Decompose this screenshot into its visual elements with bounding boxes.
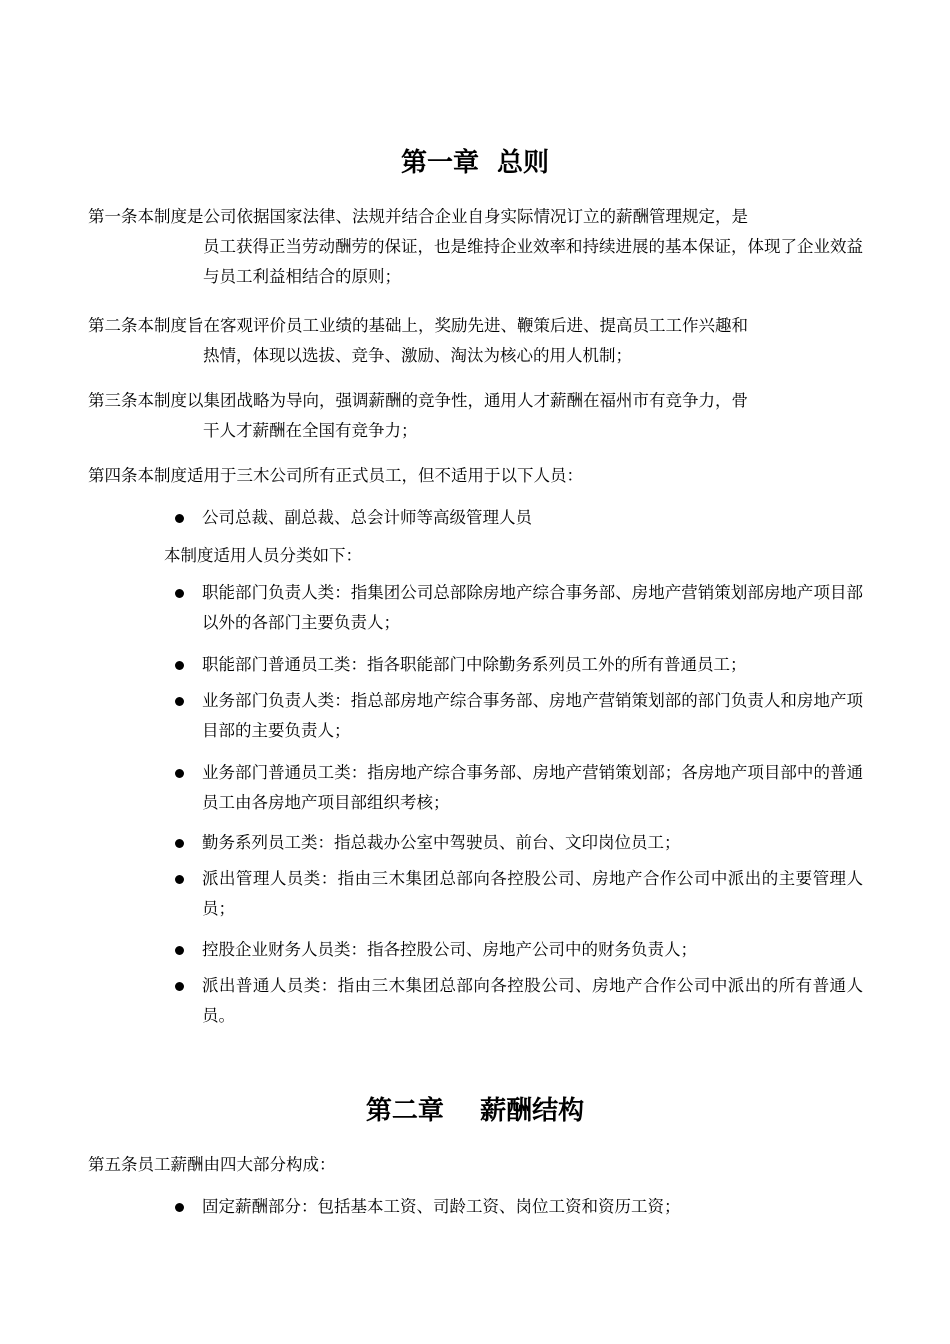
category-item xyxy=(172,828,863,858)
category-item xyxy=(172,935,863,965)
article-4 xyxy=(88,461,863,491)
list-item-text: 公司总裁、副总裁、总会计师等高级管理人员 xyxy=(202,508,532,527)
article-2 xyxy=(88,311,863,371)
list-item-text: 派出管理人员类：指由三木集团总部向各控股公司、房地产合作公司中派出的主要管理人员； xyxy=(202,869,863,918)
list-item-text: 勤务系列员工类：指总裁办公室中驾驶员、前台、文印岗位员工； xyxy=(202,833,681,852)
bullet-dot-icon xyxy=(175,1203,184,1212)
bullet-dot-icon xyxy=(175,875,184,884)
list-item-text: 固定薪酬部分：包括基本工资、司龄工资、岗位工资和资历工资； xyxy=(202,1197,681,1216)
bullet-dot-icon xyxy=(175,697,184,706)
category-item xyxy=(172,578,863,638)
article-4-first-line: 第四条本制度适用于三木公司所有正式员工，但不适用于以下人员： xyxy=(88,466,583,485)
excluded-personnel-item xyxy=(172,503,863,533)
bullet-dot-icon xyxy=(175,946,184,955)
category-item xyxy=(172,758,863,818)
bullet-dot-icon xyxy=(175,589,184,598)
article-3 xyxy=(88,386,863,446)
list-item-text: 派出普通人员类：指由三木集团总部向各控股公司、房地产合作公司中派出的所有普通人员。 xyxy=(202,976,863,1025)
category-item xyxy=(172,686,863,746)
list-item-text: 控股企业财务人员类：指各控股公司、房地产公司中的财务负责人； xyxy=(202,940,697,959)
bullet-dot-icon xyxy=(175,769,184,778)
chapter-2-title: 第二章 薪酬结构 xyxy=(365,1096,585,1126)
chapter-1-title: 第一章 总则 xyxy=(400,148,550,178)
article-3-continuation: 干人才薪酬在全国有竞争力； xyxy=(203,421,418,440)
bullet-dot-icon xyxy=(175,982,184,991)
list-item-text: 业务部门普通员工类：指房地产综合事务部、房地产营销策划部；各房地产项目部中的普通员工由各房地产项目部组织考核； xyxy=(202,763,863,812)
category-item xyxy=(172,650,863,680)
article-2-continuation: 热情，体现以选拔、竞争、激励、淘汰为核心的用人机制； xyxy=(203,346,632,365)
list-item-text: 职能部门负责人类：指集团公司总部除房地产综合事务部、房地产营销策划部房地产项目部以外的各部门主要负责人； xyxy=(202,583,863,632)
category-item xyxy=(172,971,863,1031)
salary-component-item xyxy=(172,1192,863,1222)
article-1-continuation: 员工获得正当劳动酬劳的保证，也是维持企业效率和持续进展的基本保证，体现了企业效益与员工利益相结合的原则； xyxy=(203,237,863,286)
categories-intro: 本制度适用人员分类如下： xyxy=(164,546,362,565)
list-item-text: 业务部门负责人类：指总部房地产综合事务部、房地产营销策划部的部门负责人和房地产项目部的主要负责人； xyxy=(202,691,863,740)
article-5: 第五条员工薪酬由四大部分构成： xyxy=(88,1155,336,1174)
list-item-text: 职能部门普通员工类：指各职能部门中除勤务系列员工外的所有普通员工； xyxy=(202,655,747,674)
article-3-first-line: 第三条本制度以集团战略为导向，强调薪酬的竞争性，通用人才薪酬在福州市有竞争力，骨 xyxy=(88,391,748,410)
category-item xyxy=(172,864,863,924)
article-1-first-line: 第一条本制度是公司依据国家法律、法规并结合企业自身实际情况订立的薪酬管理规定，是 xyxy=(88,207,748,226)
article-2-first-line: 第二条本制度旨在客观评价员工业绩的基础上，奖励先进、鞭策后进、提高员工工作兴趣和 xyxy=(88,316,748,335)
bullet-dot-icon xyxy=(175,661,184,670)
bullet-dot-icon xyxy=(175,839,184,848)
bullet-dot-icon xyxy=(175,514,184,523)
article-1 xyxy=(88,202,863,292)
